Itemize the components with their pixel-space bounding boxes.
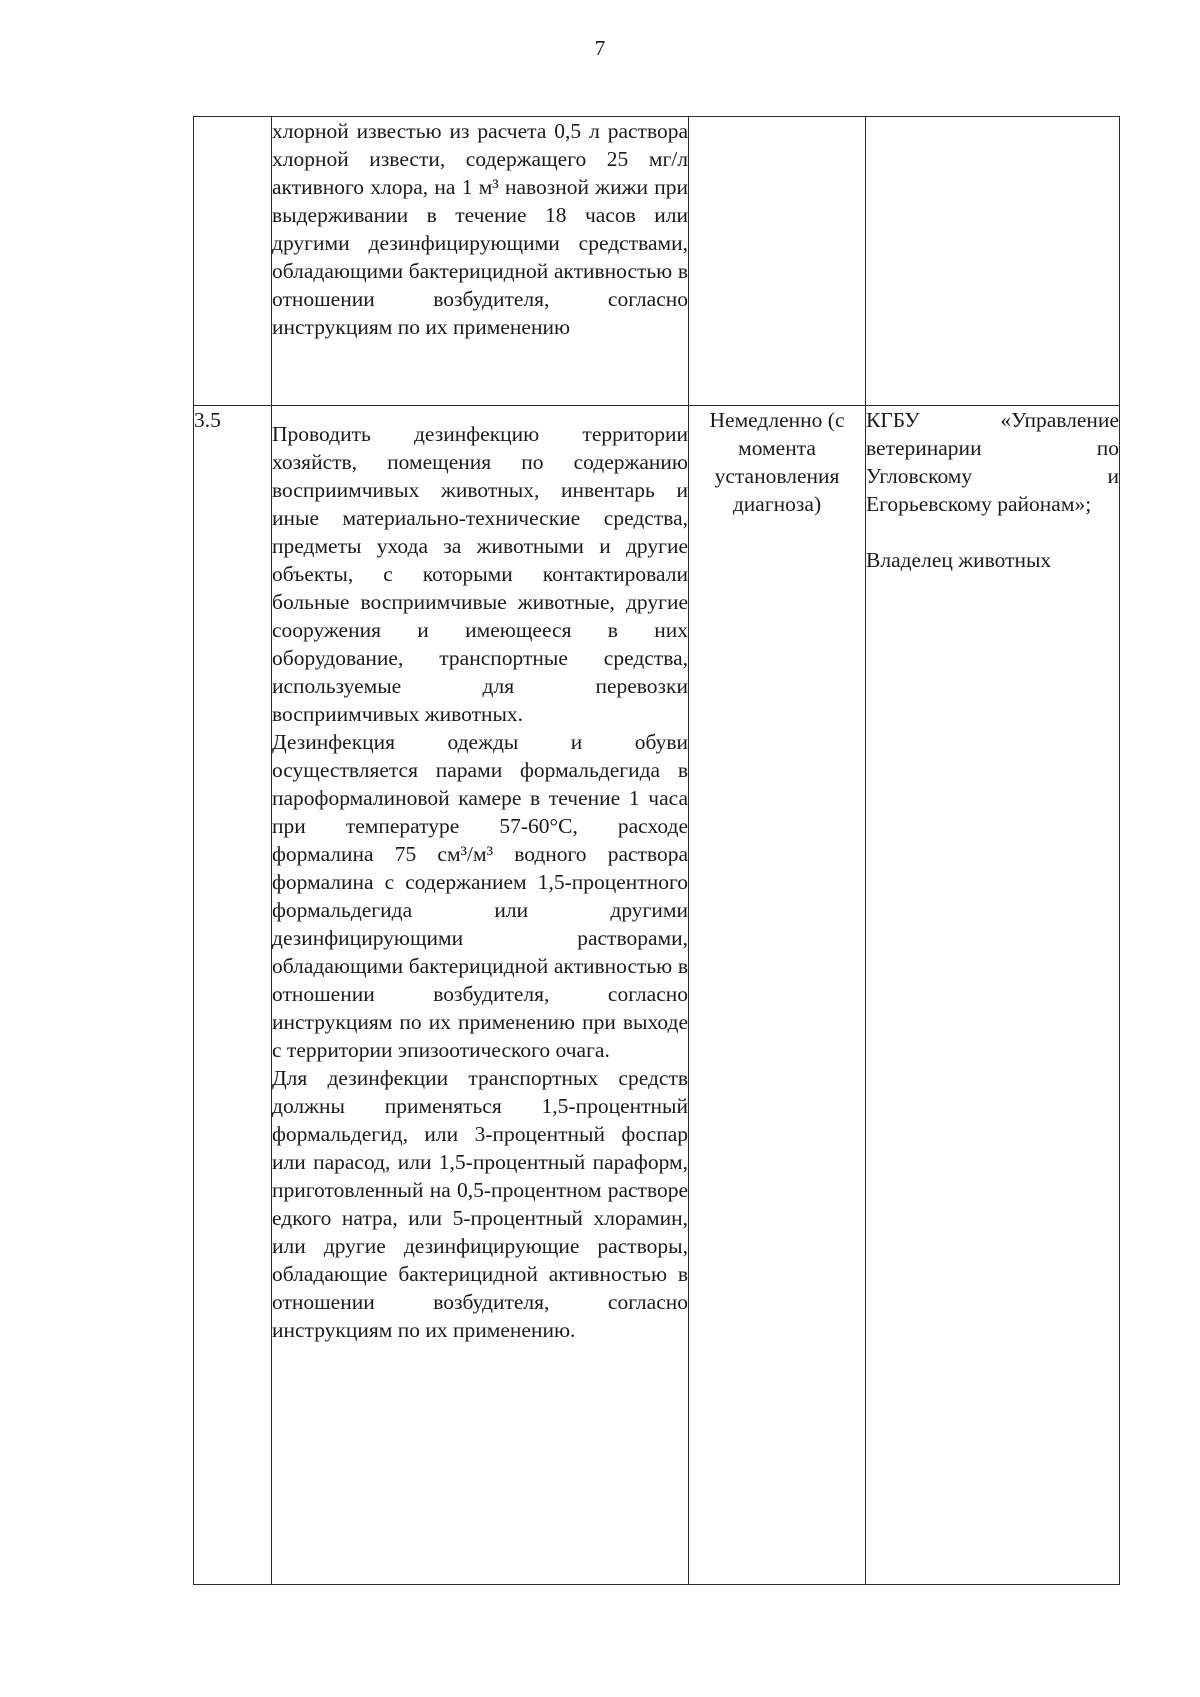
measures-table	[193, 116, 1120, 1585]
measure-description-paragraph: Для дезинфекции транспортных средств должны применяться 1,5-процентный формальдегид, или 3-процентный фоспар или парасод, или 1,5-процентный параформ, приготовленный на 0,5-процентном растворе едкого натра, или 5-процентный хлорамин, или другие дезинфицирующие растворы, обладающие бактерицидной активностью в отношении возбудителя, согласно инструкциям по их применению.	[272, 1066, 688, 1342]
term-text: Немедленно (с момента установления диагноза)	[709, 408, 845, 516]
responsible-owner: Владелец животных	[866, 548, 1052, 572]
measure-description-paragraph: Проводить дезинфекцию территории хозяйств, помещения по содержанию восприимчивых животных, инвентарь и иные материально-технические средства, предметы ухода за животными и другие объекты, с которыми контактировали больные восприимчивые животные, другие сооружения и имеющееся в них оборудование, транспортные средства, используемые для перевозки восприимчивых животных.	[272, 422, 688, 726]
responsible-cell	[866, 117, 1120, 406]
table-row	[194, 117, 1120, 406]
row-number-cell: 3.5	[194, 406, 272, 1585]
page-number: 7	[594, 36, 606, 60]
row-number-cell	[194, 117, 272, 406]
term-cell	[689, 406, 866, 1585]
measure-description-text: хлорной известью из расчета 0,5 л раствора хлорной извести, содержащего 25 мг/л активного хлора, на 1 м³ навозной жижи при выдерживании в течение 18 часов или другими дезинфицирующими средствами, обладающими бактерицидной активностью в отношении возбудителя, согласно инструкциям по их применению	[272, 119, 688, 339]
measure-description-cell	[272, 406, 689, 1585]
responsible-organization: КГБУ «Управление ветеринарии по Угловскому и Егорьевскому районам»;	[866, 408, 1119, 516]
table-row	[194, 406, 1120, 1585]
responsible-cell	[866, 406, 1120, 1585]
measure-description-cell	[272, 117, 689, 406]
measure-description-paragraph: Дезинфекция одежды и обуви осуществляется парами формальдегида в пароформалиновой камере в течение 1 часа при температуре 57-60°C, расходе формалина 75 см³/м³ водного раствора формалина с содержанием 1,5-процентного формальдегида или другими дезинфицирующими растворами, обладающими бактерицидной активностью в отношении возбудителя, согласно инструкциям по их применению при выходе с территории эпизоотического очага.	[272, 730, 688, 1062]
term-cell	[689, 117, 866, 406]
